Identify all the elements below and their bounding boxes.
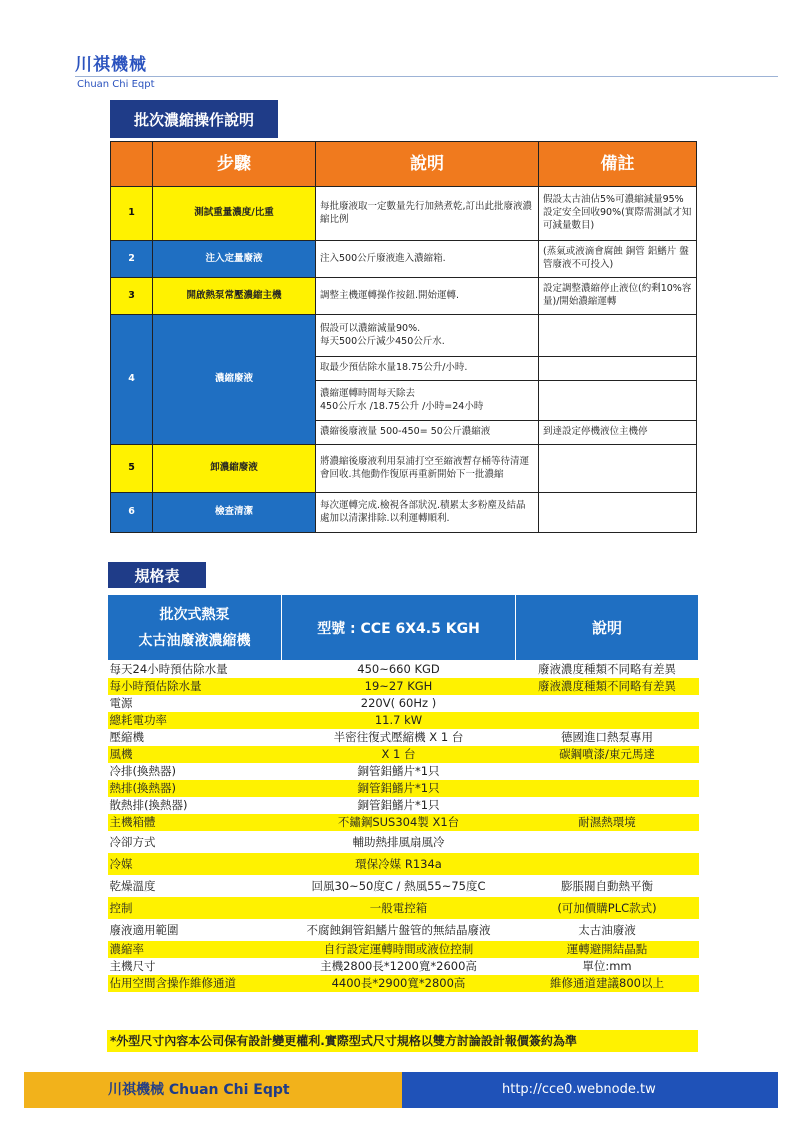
ops-table bbox=[110, 141, 697, 533]
spec-note: 太古油廢液 bbox=[578, 923, 636, 937]
ops-section-title: 批次濃縮操作說明 bbox=[110, 100, 278, 138]
spec-header-row bbox=[108, 595, 699, 661]
spec-label: 乾燥溫度 bbox=[109, 879, 156, 893]
spec-head-line1: 批次式熱泵 bbox=[159, 606, 230, 623]
spec-head-note: 說明 bbox=[516, 595, 699, 661]
spec-note: 運轉避開結晶點 bbox=[516, 941, 699, 958]
step-note bbox=[539, 493, 697, 533]
spec-head-product bbox=[108, 595, 282, 661]
step-name: 卸濃縮廢液 bbox=[153, 445, 316, 493]
header-rule bbox=[75, 76, 778, 77]
spec-value: 11.7 kW bbox=[282, 712, 516, 729]
spec-row bbox=[108, 831, 699, 853]
spec-row bbox=[108, 797, 699, 814]
spec-note bbox=[516, 712, 699, 729]
spec-label: 總耗電功率 bbox=[108, 712, 282, 729]
spec-note: 耐濕熱環境 bbox=[516, 814, 699, 831]
spec-label: 佔用空間含操作維修通道 bbox=[108, 975, 282, 992]
ops-header-row bbox=[111, 142, 697, 187]
spec-row bbox=[108, 712, 699, 729]
spec-row bbox=[108, 958, 699, 975]
spec-note: 維修通道建議800以上 bbox=[516, 975, 699, 992]
spec-row bbox=[108, 763, 699, 780]
ops-row-4 bbox=[111, 315, 697, 357]
brand-title: 川祺機械 bbox=[75, 55, 147, 75]
step-desc: 濃縮後廢液量 500-450= 50公斤濃縮液 bbox=[316, 421, 539, 445]
ops-row-1 bbox=[111, 187, 697, 241]
spec-table bbox=[107, 594, 699, 992]
step-note: 到達設定停機液位主機停 bbox=[539, 421, 697, 445]
spec-label: 主機箱體 bbox=[108, 814, 282, 831]
spec-label: 冷卻方式 bbox=[109, 835, 156, 849]
step-number: 1 bbox=[111, 187, 153, 241]
step-desc: 每批廢液取一定數量先行加熱煮乾,訂出此批廢液濃縮比例 bbox=[316, 187, 539, 241]
spec-note bbox=[516, 695, 699, 712]
step-desc: 將濃縮後廢液利用泵浦打空至縮液暫存桶等待清運會回收.其他動作復原再重新開始下一批濃縮 bbox=[316, 445, 539, 493]
step-note bbox=[539, 315, 697, 357]
spec-row bbox=[108, 853, 699, 875]
spec-label: 散熱排(換熱器) bbox=[109, 798, 188, 812]
spec-note bbox=[516, 780, 699, 797]
spec-row bbox=[108, 695, 699, 712]
spec-label: 主機尺寸 bbox=[109, 959, 156, 973]
spec-note: 單位:mm bbox=[582, 959, 632, 973]
spec-value: 銅管鋁鰭片*1只 bbox=[282, 780, 516, 797]
spec-label: 風機 bbox=[108, 746, 282, 763]
ops-col-desc: 說明 bbox=[316, 142, 539, 187]
step-note bbox=[539, 357, 697, 381]
step-desc: 每次運轉完成.檢視各部狀況.積累太多粉塵及結晶處加以清潔排除.以利運轉順利. bbox=[316, 493, 539, 533]
step-note: 設定調整濃縮停止液位(約剩10%容量)/開始濃縮運轉 bbox=[539, 278, 697, 315]
ops-row-5 bbox=[111, 445, 697, 493]
spec-row bbox=[108, 897, 699, 919]
spec-footnote: *外型尺寸內容本公司保有設計變更權利.實際型式尺寸規格以雙方討論設計報價簽約為準 bbox=[107, 1030, 698, 1052]
spec-label: 廢液適用範圍 bbox=[109, 923, 179, 937]
step-number: 3 bbox=[111, 278, 153, 315]
spec-value: 220V( 60Hz ) bbox=[360, 696, 437, 710]
spec-row bbox=[108, 875, 699, 897]
spec-row bbox=[108, 975, 699, 992]
step-note: (蒸氣或液滴會腐蝕 銅管 鋁鰭片 盤管廢液不可投入) bbox=[539, 241, 697, 278]
spec-body bbox=[108, 661, 699, 993]
spec-note: 廢液濃度種類不同略有差異 bbox=[538, 662, 676, 676]
footer-brand: 川祺機械 Chuan Chi Eqpt bbox=[108, 1082, 290, 1098]
step-desc: 假設可以濃縮減量90%. 每天500公斤減少450公斤水. bbox=[316, 315, 539, 357]
spec-label: 濃縮率 bbox=[108, 941, 282, 958]
spec-label: 控制 bbox=[108, 897, 282, 919]
spec-label: 壓縮機 bbox=[109, 730, 144, 744]
spec-row bbox=[108, 941, 699, 958]
spec-head-model: 型號 : CCE 6X4.5 KGH bbox=[282, 595, 516, 661]
ops-col-note: 備註 bbox=[539, 142, 697, 187]
spec-section-title: 規格表 bbox=[108, 562, 206, 588]
spec-value: 19~27 KGH bbox=[282, 678, 516, 695]
spec-note: 碳鋼噴漆/東元馬達 bbox=[516, 746, 699, 763]
spec-value: 450~660 KGD bbox=[357, 662, 440, 676]
spec-label: 每小時預估除水量 bbox=[108, 678, 282, 695]
spec-note bbox=[516, 797, 699, 814]
step-note: 假設太古油佔5%可濃縮減量95%設定安全回收90%(實際需測試才知可減量數目) bbox=[539, 187, 697, 241]
spec-value: 半密往復式壓縮機 X 1 台 bbox=[333, 730, 464, 744]
step-name: 檢查清潔 bbox=[153, 493, 316, 533]
spec-note: 德國進口熱泵專用 bbox=[561, 730, 653, 744]
spec-value: 銅管鋁鰭片*1只 bbox=[357, 798, 440, 812]
spec-label: 每天24小時預估除水量 bbox=[109, 662, 228, 676]
step-desc: 濃縮運轉時間每天除去 450公斤水 /18.75公升 /小時=24小時 bbox=[316, 381, 539, 421]
spec-label: 熱排(換熱器) bbox=[108, 780, 282, 797]
spec-row bbox=[108, 814, 699, 831]
step-number: 6 bbox=[111, 493, 153, 533]
spec-row bbox=[108, 678, 699, 695]
spec-value: 主機2800長*1200寬*2600高 bbox=[320, 959, 477, 973]
ops-row-2 bbox=[111, 241, 697, 278]
ops-row-6 bbox=[111, 493, 697, 533]
spec-value: 銅管鋁鰭片*1只 bbox=[357, 764, 440, 778]
step-note bbox=[539, 445, 697, 493]
step-desc: 調整主機運轉操作按鈕.開始運轉. bbox=[316, 278, 539, 315]
spec-note: (可加價購PLC款式) bbox=[516, 897, 699, 919]
ops-row-3 bbox=[111, 278, 697, 315]
spec-label: 冷排(換熱器) bbox=[109, 764, 176, 778]
spec-row bbox=[108, 746, 699, 763]
step-name: 濃縮廢液 bbox=[153, 315, 316, 445]
step-name: 測試重量濃度/比重 bbox=[153, 187, 316, 241]
ops-col-step: 步驟 bbox=[153, 142, 316, 187]
spec-value: 環保冷媒 R134a bbox=[282, 853, 516, 875]
spec-value: 不腐蝕銅管鋁鰭片盤管的無結晶廢液 bbox=[306, 923, 491, 937]
spec-value: 一般電控箱 bbox=[282, 897, 516, 919]
spec-note: 廢液濃度種類不同略有差異 bbox=[516, 678, 699, 695]
spec-value: 不鏽鋼SUS304製 X1台 bbox=[282, 814, 516, 831]
spec-value: X 1 台 bbox=[282, 746, 516, 763]
step-number: 4 bbox=[111, 315, 153, 445]
spec-row bbox=[108, 729, 699, 746]
spec-head-line2: 太古油廢液濃縮機 bbox=[138, 632, 251, 649]
spec-row bbox=[108, 919, 699, 941]
footer-url-link[interactable]: http://cce0.webnode.tw bbox=[502, 1082, 656, 1097]
step-desc: 注入500公斤廢液進入濃縮箱. bbox=[316, 241, 539, 278]
spec-note bbox=[516, 831, 699, 853]
brand-subtitle: Chuan Chi Eqpt bbox=[77, 79, 155, 90]
spec-label: 電源 bbox=[109, 696, 133, 710]
step-name: 開啟熱泵常壓濃縮主機 bbox=[153, 278, 316, 315]
spec-value: 自行設定運轉時間或液位控制 bbox=[282, 941, 516, 958]
step-note bbox=[539, 381, 697, 421]
spec-value: 輔助熱排風扇風冷 bbox=[352, 835, 445, 849]
step-desc: 取最少預估除水量18.75公升/小時. bbox=[316, 357, 539, 381]
step-number: 5 bbox=[111, 445, 153, 493]
spec-note bbox=[516, 763, 699, 780]
step-name: 注入定量廢液 bbox=[153, 241, 316, 278]
step-number: 2 bbox=[111, 241, 153, 278]
spec-value: 4400長*2900寬*2800高 bbox=[282, 975, 516, 992]
spec-row bbox=[108, 780, 699, 797]
spec-value: 回風30~50度C / 熱風55~75度C bbox=[311, 879, 486, 893]
spec-row bbox=[108, 661, 699, 679]
spec-note bbox=[516, 853, 699, 875]
spec-note: 膨脹閥自動熱平衡 bbox=[561, 879, 653, 893]
spec-label: 冷媒 bbox=[108, 853, 282, 875]
